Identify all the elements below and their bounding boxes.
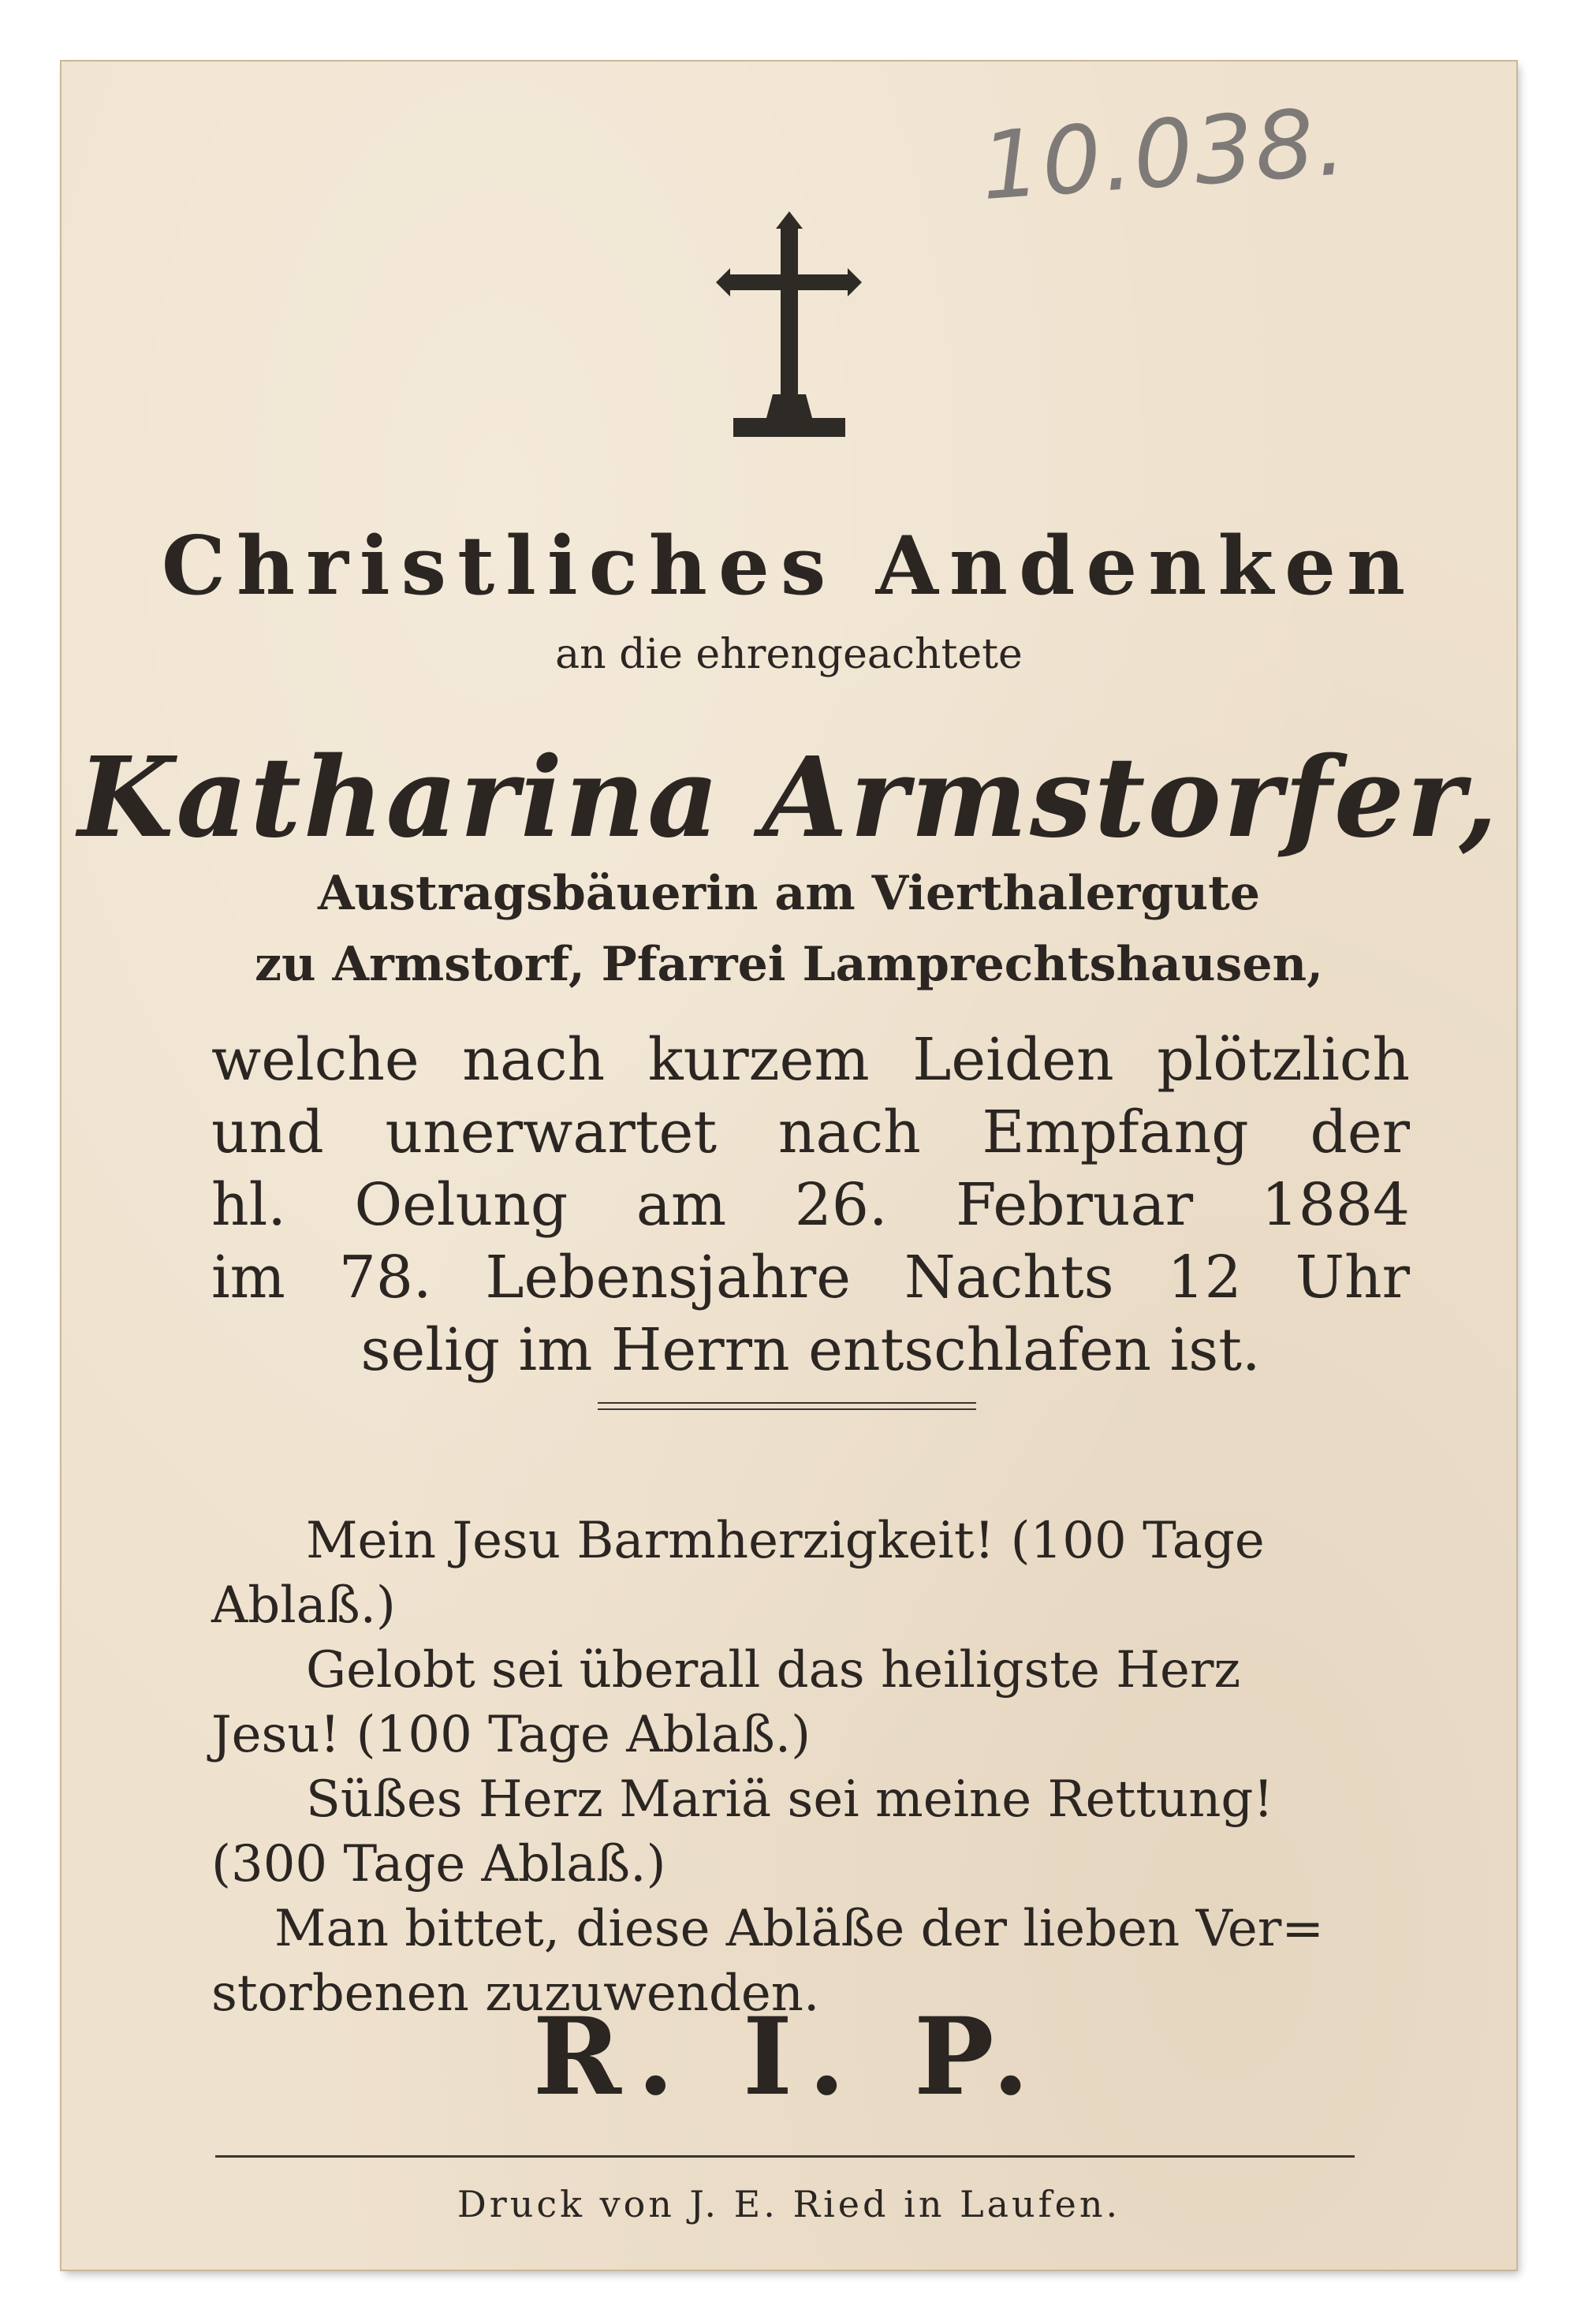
obituary-line: hl. Oelung am 26. Februar 1884 <box>211 1171 1410 1239</box>
rip-heading: R. I. P. <box>532 1994 1046 2119</box>
inventory-number: 10.038. <box>977 86 1351 222</box>
obituary-line: im 78. Lebensjahre Nachts 12 Uhr <box>211 1244 1410 1311</box>
obituary-text <box>211 1024 1410 1386</box>
divider-top <box>598 1402 976 1404</box>
prayer-line: Jesu! (100 Tage Ablaß.) <box>211 1706 811 1764</box>
obituary-line: und unerwartet nach Empfang der <box>211 1099 1410 1166</box>
obituary-line: welche nach kurzem Leiden plötzlich <box>211 1026 1410 1094</box>
cross-icon <box>716 211 862 440</box>
printer-credit: Druck von J. E. Ried in Laufen. <box>457 2183 1121 2225</box>
prayer-line: Süßes Herz Mariä sei meine Rettung! <box>306 1770 1274 1829</box>
deceased-name: Katharina Armstorfer, <box>77 733 1501 863</box>
prayer-line: storbenen zuzuwenden. <box>211 1964 820 2023</box>
obituary-line: selig im Herrn entschlafen ist. <box>360 1316 1261 1384</box>
memorial-card <box>62 62 1516 2270</box>
prayer-line: Mein Jesu Barmherzigkeit! (100 Tage <box>306 1512 1265 1570</box>
card-subtitle: an die ehrengeachtete <box>555 631 1023 678</box>
prayer-line: Gelobt sei überall das heiligste Herz <box>306 1641 1241 1699</box>
footer-divider <box>215 2155 1355 2158</box>
prayer-line: Ablaß.) <box>211 1576 396 1635</box>
prayer-line: Man bittet, diese Abläße der lieben Ver= <box>274 1900 1324 1958</box>
prayers-text <box>211 1509 1418 2026</box>
card-title: Christliches Andenken <box>161 519 1417 614</box>
prayer-line: (300 Tage Ablaß.) <box>211 1835 666 1893</box>
role-line-1: Austragsbäuerin am Vierthalergute <box>317 866 1261 921</box>
role-line-2: zu Armstorf, Pfarrei Lamprechtshausen, <box>254 937 1324 992</box>
divider-bottom <box>598 1408 976 1410</box>
